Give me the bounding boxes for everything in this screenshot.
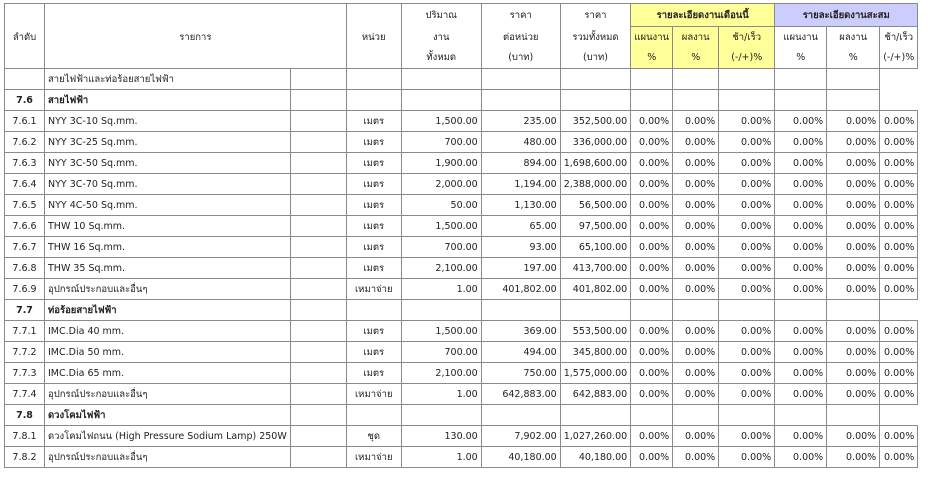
item-month-diff: 0.00% [719, 153, 775, 174]
section-seq: 7.6 [5, 90, 45, 111]
item-blank [290, 426, 346, 447]
row-blank [481, 300, 560, 321]
header-unit-top [346, 4, 401, 27]
item-total-price: 2,388,000.00 [560, 174, 630, 195]
header-total-price-1: ราคา [560, 4, 630, 27]
item-month-result: 0.00% [673, 258, 719, 279]
item-description: THW 35 Sq.mm. [45, 258, 291, 279]
row-blank [290, 300, 346, 321]
section-seq: 7.8 [5, 405, 45, 426]
table-row [5, 384, 918, 405]
item-month-result: 0.00% [673, 447, 719, 468]
item-month-plan: 0.00% [631, 174, 673, 195]
table-row [5, 321, 918, 342]
row-blank [673, 90, 719, 111]
item-description: THW 16 Sq.mm. [45, 237, 291, 258]
item-blank [290, 342, 346, 363]
section-row [5, 405, 918, 426]
header-seq-top [5, 4, 45, 27]
item-unit-price: 1,130.00 [481, 195, 560, 216]
row-blank [827, 405, 880, 426]
item-month-result: 0.00% [673, 279, 719, 300]
row-blank [631, 405, 673, 426]
item-unit-price: 494.00 [481, 342, 560, 363]
item-month-result: 0.00% [673, 384, 719, 405]
row-blank [827, 300, 880, 321]
item-qty: 1,900.00 [401, 153, 481, 174]
header-seq: ลำดับ [5, 27, 45, 48]
row-blank [401, 90, 481, 111]
item-cum-plan: 0.00% [775, 384, 827, 405]
item-month-result: 0.00% [673, 363, 719, 384]
table-row [5, 195, 918, 216]
item-month-diff: 0.00% [719, 342, 775, 363]
table-row [5, 279, 918, 300]
table-row [5, 363, 918, 384]
header-item-bottom [45, 48, 347, 69]
group-row [5, 69, 918, 90]
item-month-plan: 0.00% [631, 216, 673, 237]
item-month-diff: 0.00% [719, 447, 775, 468]
item-cum-result: 0.00% [827, 447, 880, 468]
item-month-plan: 0.00% [631, 363, 673, 384]
item-cum-diff: 0.00% [880, 153, 918, 174]
item-month-diff: 0.00% [719, 279, 775, 300]
item-total-price: 56,500.00 [560, 195, 630, 216]
section-row [5, 90, 918, 111]
item-cum-diff: 0.00% [880, 111, 918, 132]
item-unit-price: 369.00 [481, 321, 560, 342]
item-total-price: 1,698,600.00 [560, 153, 630, 174]
row-blank [719, 405, 775, 426]
item-blank [290, 279, 346, 300]
item-cum-diff: 0.00% [880, 447, 918, 468]
header-row-2 [5, 27, 918, 48]
row-blank [481, 69, 560, 90]
item-seq: 7.6.1 [5, 111, 45, 132]
item-unit: เมตร [346, 195, 401, 216]
item-unit: เมตร [346, 174, 401, 195]
item-cum-plan: 0.00% [775, 111, 827, 132]
row-blank [346, 90, 401, 111]
item-description: NYY 4C-50 Sq.mm. [45, 195, 291, 216]
item-month-diff: 0.00% [719, 195, 775, 216]
item-description: NYY 3C-25 Sq.mm. [45, 132, 291, 153]
item-seq: 7.8.2 [5, 447, 45, 468]
table-row [5, 342, 918, 363]
item-unit-price: 93.00 [481, 237, 560, 258]
item-cum-plan: 0.00% [775, 174, 827, 195]
item-cum-plan: 0.00% [775, 426, 827, 447]
item-month-diff: 0.00% [719, 216, 775, 237]
item-month-diff: 0.00% [719, 321, 775, 342]
item-unit-price: 7,902.00 [481, 426, 560, 447]
header-qty-2: งาน [401, 27, 481, 48]
item-month-diff: 0.00% [719, 111, 775, 132]
row-blank [401, 405, 481, 426]
row-blank [560, 405, 630, 426]
item-qty: 130.00 [401, 426, 481, 447]
section-title: ดวงโคมไฟฟ้า [45, 405, 291, 426]
item-qty: 1,500.00 [401, 321, 481, 342]
item-qty: 700.00 [401, 342, 481, 363]
header-cum-result-pct: % [827, 48, 880, 69]
item-cum-plan: 0.00% [775, 279, 827, 300]
item-month-plan: 0.00% [631, 195, 673, 216]
item-cum-plan: 0.00% [775, 321, 827, 342]
item-total-price: 553,500.00 [560, 321, 630, 342]
item-month-diff: 0.00% [719, 132, 775, 153]
item-cum-plan: 0.00% [775, 195, 827, 216]
item-cum-plan: 0.00% [775, 153, 827, 174]
item-unit: เมตร [346, 342, 401, 363]
item-seq: 7.6.4 [5, 174, 45, 195]
item-description: NYY 3C-50 Sq.mm. [45, 153, 291, 174]
item-month-plan: 0.00% [631, 153, 673, 174]
item-cum-plan: 0.00% [775, 132, 827, 153]
section-row [5, 300, 918, 321]
row-blank [560, 90, 630, 111]
progress-report-table [4, 3, 918, 468]
row-blank [401, 69, 481, 90]
item-description: IMC.Dia 40 mm. [45, 321, 291, 342]
item-cum-diff: 0.00% [880, 384, 918, 405]
row-blank [673, 405, 719, 426]
item-description: IMC.Dia 65 mm. [45, 363, 291, 384]
item-seq: 7.6.5 [5, 195, 45, 216]
row-blank [719, 90, 775, 111]
item-seq: 7.6.6 [5, 216, 45, 237]
header-cum-diff: ช้า/เร็ว [880, 27, 918, 48]
row-blank [346, 69, 401, 90]
item-total-price: 413,700.00 [560, 258, 630, 279]
item-cum-diff: 0.00% [880, 237, 918, 258]
item-month-plan: 0.00% [631, 111, 673, 132]
item-month-result: 0.00% [673, 237, 719, 258]
row-blank [481, 405, 560, 426]
item-unit: เมตร [346, 237, 401, 258]
item-cum-diff: 0.00% [880, 195, 918, 216]
item-cum-result: 0.00% [827, 153, 880, 174]
item-description: อุปกรณ์ประกอบและอื่นๆ [45, 447, 291, 468]
item-total-price: 401,802.00 [560, 279, 630, 300]
item-unit-price: 235.00 [481, 111, 560, 132]
item-month-plan: 0.00% [631, 237, 673, 258]
item-cum-result: 0.00% [827, 237, 880, 258]
row-blank [775, 69, 827, 90]
header-month-diff-pct: (-/+)% [719, 48, 775, 69]
item-total-price: 1,575,000.00 [560, 363, 630, 384]
row-blank [827, 90, 880, 111]
item-description: อุปกรณ์ประกอบและอื่นๆ [45, 384, 291, 405]
item-qty: 700.00 [401, 132, 481, 153]
item-total-price: 352,500.00 [560, 111, 630, 132]
row-blank [290, 90, 346, 111]
item-cum-result: 0.00% [827, 132, 880, 153]
item-month-diff: 0.00% [719, 258, 775, 279]
header-month-plan: แผนงาน [631, 27, 673, 48]
row-blank [827, 69, 880, 90]
item-cum-diff: 0.00% [880, 363, 918, 384]
item-seq: 7.7.2 [5, 342, 45, 363]
item-qty: 2,100.00 [401, 363, 481, 384]
item-cum-diff: 0.00% [880, 216, 918, 237]
item-unit: เหมาจ่าย [346, 384, 401, 405]
item-total-price: 65,100.00 [560, 237, 630, 258]
header-total-price-2: รวมทั้งหมด [560, 27, 630, 48]
header-seq-bottom [5, 48, 45, 69]
item-total-price: 1,027,260.00 [560, 426, 630, 447]
header-month-plan-pct: % [631, 48, 673, 69]
item-cum-result: 0.00% [827, 342, 880, 363]
item-month-plan: 0.00% [631, 132, 673, 153]
item-month-plan: 0.00% [631, 342, 673, 363]
item-cum-plan: 0.00% [775, 258, 827, 279]
item-month-result: 0.00% [673, 174, 719, 195]
header-unit-price-2: ต่อหน่วย [481, 27, 560, 48]
item-cum-result: 0.00% [827, 111, 880, 132]
item-month-result: 0.00% [673, 111, 719, 132]
header-cum-result: ผลงาน [827, 27, 880, 48]
table-row [5, 237, 918, 258]
item-seq: 7.8.1 [5, 426, 45, 447]
item-unit: เมตร [346, 258, 401, 279]
item-seq: 7.6.8 [5, 258, 45, 279]
item-unit-price: 1,194.00 [481, 174, 560, 195]
item-month-result: 0.00% [673, 195, 719, 216]
header-unit-bottom [346, 48, 401, 69]
row-blank [346, 405, 401, 426]
item-seq: 7.6.7 [5, 237, 45, 258]
header-total-price-3: (บาท) [560, 48, 630, 69]
item-unit-price: 642,883.00 [481, 384, 560, 405]
item-unit-price: 894.00 [481, 153, 560, 174]
row-blank [673, 69, 719, 90]
section-title: สายไฟฟ้า [45, 90, 291, 111]
item-blank [290, 258, 346, 279]
item-description: อุปกรณ์ประกอบและอื่นๆ [45, 279, 291, 300]
item-month-diff: 0.00% [719, 384, 775, 405]
item-description: ดวงโคมไฟถนน (High Pressure Sodium Lamp) 250W [45, 426, 291, 447]
item-month-diff: 0.00% [719, 426, 775, 447]
item-unit-price: 197.00 [481, 258, 560, 279]
table-row [5, 426, 918, 447]
item-total-price: 336,000.00 [560, 132, 630, 153]
row-blank [775, 90, 827, 111]
item-total-price: 40,180.00 [560, 447, 630, 468]
row-blank [719, 300, 775, 321]
header-unit: หน่วย [346, 27, 401, 48]
item-blank [290, 195, 346, 216]
group-title: สายไฟฟ้าและท่อร้อยสายไฟฟ้า [45, 69, 291, 90]
item-month-plan: 0.00% [631, 279, 673, 300]
header-cumulative-group: รายละเอียดงานสะสม [775, 4, 918, 27]
table-row [5, 216, 918, 237]
item-cum-result: 0.00% [827, 279, 880, 300]
item-unit-price: 65.00 [481, 216, 560, 237]
item-cum-result: 0.00% [827, 321, 880, 342]
item-seq: 7.7.1 [5, 321, 45, 342]
row-blank [560, 69, 630, 90]
item-unit: ชุด [346, 426, 401, 447]
row-blank [631, 300, 673, 321]
item-qty: 1.00 [401, 384, 481, 405]
item-blank [290, 321, 346, 342]
header-cum-diff-pct: (-/+)% [880, 48, 918, 69]
item-total-price: 345,800.00 [560, 342, 630, 363]
header-item-top [45, 4, 347, 27]
item-blank [290, 153, 346, 174]
item-cum-diff: 0.00% [880, 258, 918, 279]
item-blank [290, 132, 346, 153]
item-description: IMC.Dia 50 mm. [45, 342, 291, 363]
item-cum-diff: 0.00% [880, 342, 918, 363]
item-cum-result: 0.00% [827, 195, 880, 216]
item-month-result: 0.00% [673, 426, 719, 447]
item-cum-diff: 0.00% [880, 279, 918, 300]
item-cum-result: 0.00% [827, 258, 880, 279]
item-description: NYY 3C-10 Sq.mm. [45, 111, 291, 132]
item-unit: เมตร [346, 321, 401, 342]
item-unit: เมตร [346, 132, 401, 153]
item-unit: เมตร [346, 363, 401, 384]
header-row-3 [5, 48, 918, 69]
item-blank [290, 384, 346, 405]
item-description: NYY 3C-70 Sq.mm. [45, 174, 291, 195]
item-seq: 7.7.3 [5, 363, 45, 384]
item-qty: 2,100.00 [401, 258, 481, 279]
item-unit: เหมาจ่าย [346, 447, 401, 468]
item-blank [290, 447, 346, 468]
table-row [5, 111, 918, 132]
row-blank [775, 300, 827, 321]
item-cum-diff: 0.00% [880, 426, 918, 447]
item-blank [290, 174, 346, 195]
item-unit-price: 401,802.00 [481, 279, 560, 300]
row-blank [401, 300, 481, 321]
row-blank [290, 69, 346, 90]
header-month-diff: ช้า/เร็ว [719, 27, 775, 48]
item-qty: 2,000.00 [401, 174, 481, 195]
header-month-group: รายละเอียดงานเดือนนี้ [631, 4, 775, 27]
row-blank [673, 300, 719, 321]
header-month-result-pct: % [673, 48, 719, 69]
section-seq: 7.7 [5, 300, 45, 321]
header-cum-plan: แผนงาน [775, 27, 827, 48]
item-cum-result: 0.00% [827, 216, 880, 237]
item-qty: 1.00 [401, 279, 481, 300]
table-row [5, 258, 918, 279]
row-blank [481, 90, 560, 111]
table-row [5, 153, 918, 174]
item-total-price: 642,883.00 [560, 384, 630, 405]
item-unit: เมตร [346, 216, 401, 237]
table-row [5, 132, 918, 153]
item-unit-price: 750.00 [481, 363, 560, 384]
item-cum-plan: 0.00% [775, 342, 827, 363]
item-qty: 50.00 [401, 195, 481, 216]
item-qty: 1,500.00 [401, 111, 481, 132]
item-month-result: 0.00% [673, 342, 719, 363]
row-blank [346, 300, 401, 321]
item-unit: เมตร [346, 153, 401, 174]
item-month-plan: 0.00% [631, 321, 673, 342]
item-cum-plan: 0.00% [775, 447, 827, 468]
header-row-1 [5, 4, 918, 27]
item-month-diff: 0.00% [719, 237, 775, 258]
item-blank [290, 363, 346, 384]
item-total-price: 97,500.00 [560, 216, 630, 237]
header-item: รายการ [45, 27, 347, 48]
item-month-plan: 0.00% [631, 426, 673, 447]
item-qty: 700.00 [401, 237, 481, 258]
item-cum-result: 0.00% [827, 363, 880, 384]
header-qty-3: ทั้งหมด [401, 48, 481, 69]
item-month-plan: 0.00% [631, 447, 673, 468]
header-qty-1: ปริมาณ [401, 4, 481, 27]
item-unit: เหมาจ่าย [346, 279, 401, 300]
item-cum-result: 0.00% [827, 174, 880, 195]
item-month-result: 0.00% [673, 321, 719, 342]
item-qty: 1.00 [401, 447, 481, 468]
header-cum-plan-pct: % [775, 48, 827, 69]
header-unit-price-3: (บาท) [481, 48, 560, 69]
header-month-result: ผลงาน [673, 27, 719, 48]
item-month-result: 0.00% [673, 216, 719, 237]
item-cum-diff: 0.00% [880, 174, 918, 195]
header-unit-price-1: ราคา [481, 4, 560, 27]
item-cum-plan: 0.00% [775, 237, 827, 258]
row-blank [631, 69, 673, 90]
item-seq: 7.6.2 [5, 132, 45, 153]
item-blank [290, 216, 346, 237]
item-month-plan: 0.00% [631, 384, 673, 405]
item-blank [290, 111, 346, 132]
item-cum-result: 0.00% [827, 426, 880, 447]
item-month-result: 0.00% [673, 153, 719, 174]
row-seq [5, 69, 45, 90]
row-blank [631, 90, 673, 111]
item-seq: 7.7.4 [5, 384, 45, 405]
row-blank [290, 405, 346, 426]
row-blank [719, 69, 775, 90]
row-blank [560, 300, 630, 321]
item-month-diff: 0.00% [719, 174, 775, 195]
section-title: ท่อร้อยสายไฟฟ้า [45, 300, 291, 321]
table-row [5, 174, 918, 195]
item-cum-plan: 0.00% [775, 216, 827, 237]
table-row [5, 447, 918, 468]
item-qty: 1,500.00 [401, 216, 481, 237]
item-cum-plan: 0.00% [775, 363, 827, 384]
item-cum-result: 0.00% [827, 384, 880, 405]
item-unit-price: 40,180.00 [481, 447, 560, 468]
item-month-plan: 0.00% [631, 258, 673, 279]
row-blank [775, 405, 827, 426]
item-unit-price: 480.00 [481, 132, 560, 153]
item-month-result: 0.00% [673, 132, 719, 153]
item-seq: 7.6.9 [5, 279, 45, 300]
item-cum-diff: 0.00% [880, 132, 918, 153]
item-description: THW 10 Sq.mm. [45, 216, 291, 237]
item-unit: เมตร [346, 111, 401, 132]
item-blank [290, 237, 346, 258]
item-month-diff: 0.00% [719, 363, 775, 384]
item-cum-diff: 0.00% [880, 321, 918, 342]
item-seq: 7.6.3 [5, 153, 45, 174]
